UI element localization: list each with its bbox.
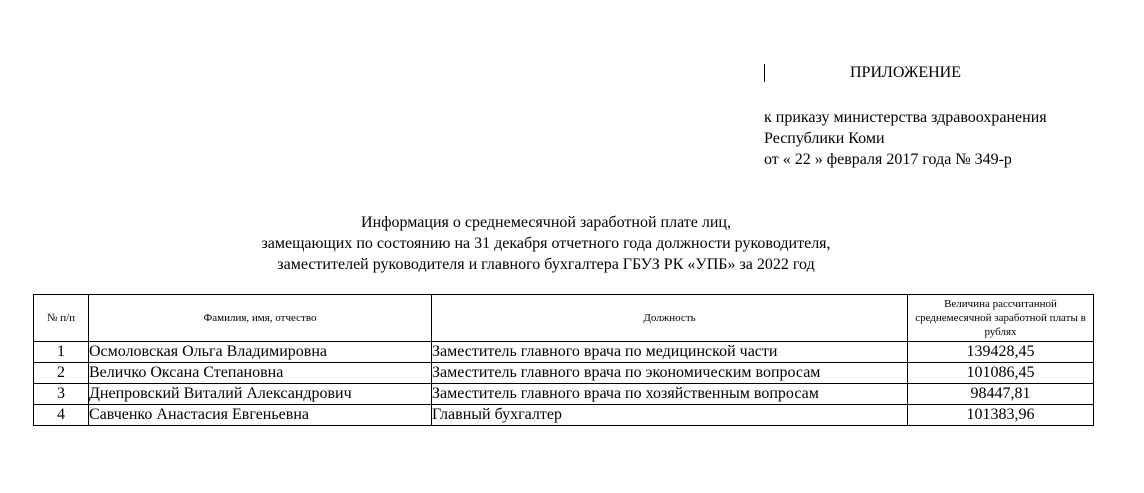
cell-position: Заместитель главного врача по экономическим вопросам <box>432 363 908 384</box>
cell-salary: 101086,45 <box>908 363 1094 384</box>
cell-name: Савченко Анастасия Евгеньевна <box>89 405 432 426</box>
heading-line: замещающих по состоянию на 31 декабря отчетного года должности руководителя, <box>261 235 831 252</box>
cell-salary: 139428,45 <box>908 342 1094 363</box>
header-num: № п/п <box>34 295 89 342</box>
cell-num: 2 <box>34 363 89 384</box>
header-position: Должность <box>432 295 908 342</box>
cell-salary: 101383,96 <box>908 405 1094 426</box>
table-row <box>34 363 1094 384</box>
salary-table <box>33 294 1094 426</box>
text-cursor <box>764 64 765 82</box>
table-row <box>34 342 1094 363</box>
cell-num: 4 <box>34 405 89 426</box>
cell-name: Величко Оксана Степановна <box>89 363 432 384</box>
table-header-row <box>34 295 1094 342</box>
table-row <box>34 405 1094 426</box>
cell-position: Заместитель главного врача по медицинской части <box>432 342 908 363</box>
cell-num: 1 <box>34 342 89 363</box>
order-ref-line: от « 22 » февраля 2017 года № 349-р <box>764 151 1012 168</box>
cell-position: Заместитель главного врача по хозяйственным вопросам <box>432 384 908 405</box>
document-heading <box>0 212 1092 275</box>
heading-line: Информация о среднемесячной заработной плате лиц, <box>361 214 731 231</box>
header-salary: Величина рассчитанной среднемесячной заработной платы в рублях <box>908 295 1094 342</box>
table-row <box>34 384 1094 405</box>
cell-salary: 98447,81 <box>908 384 1094 405</box>
header-name: Фамилия, имя, отчество <box>89 295 432 342</box>
cell-position: Главный бухгалтер <box>432 405 908 426</box>
order-reference <box>764 107 1047 170</box>
order-ref-line: Республики Коми <box>764 130 885 147</box>
heading-line: заместителей руководителя и главного бухгалтера ГБУЗ РК «УПБ» за 2022 год <box>277 256 815 273</box>
cell-name: Днепровский Виталий Александрович <box>89 384 432 405</box>
cell-name: Осмоловская Ольга Владимировна <box>89 342 432 363</box>
appendix-title: ПРИЛОЖЕНИЕ <box>850 64 962 81</box>
order-ref-line: к приказу министерства здравоохранения <box>764 109 1047 126</box>
cell-num: 3 <box>34 384 89 405</box>
